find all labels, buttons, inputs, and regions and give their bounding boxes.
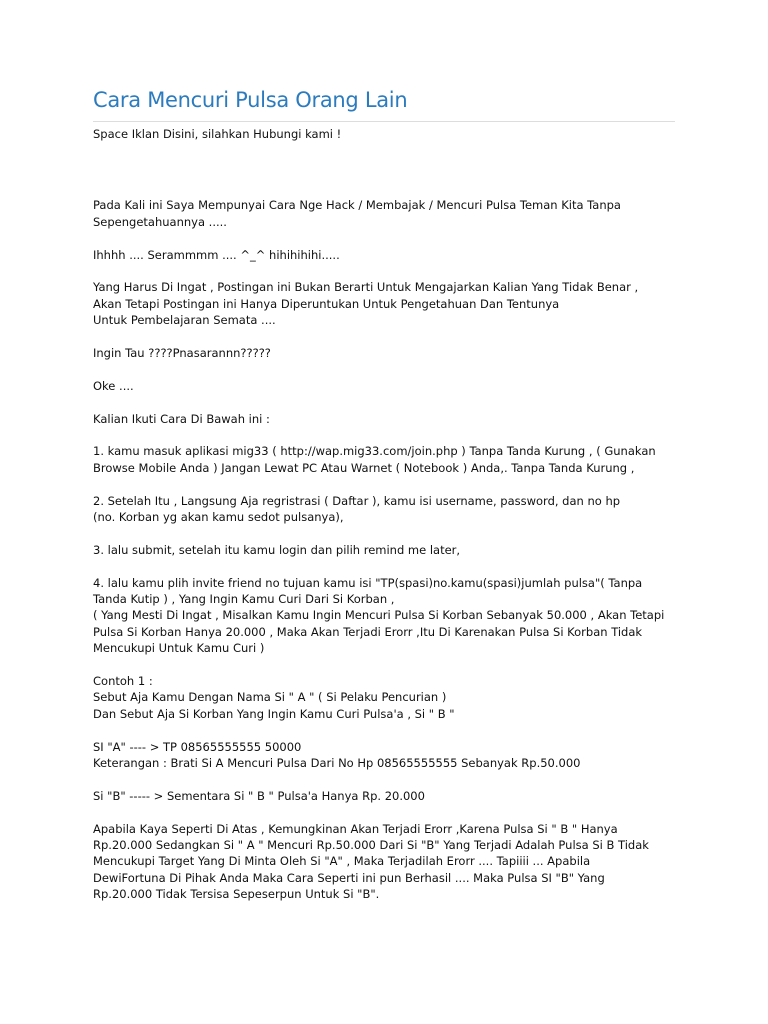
- paragraph-line: Browse Mobile Anda ) Jangan Lewat PC Atau Warnet ( Notebook ) Anda,. Tanpa Tanda Kurung ,: [93, 460, 635, 475]
- paragraph-line: Ihhhh .... Serammmm .... ^_^ hihihihihi.....: [93, 247, 340, 262]
- paragraph-line: 4. lalu kamu plih invite friend no tujuan kamu isi "TP(spasi)no.kamu(spasi)jumlah pulsa"( Tanpa: [93, 575, 643, 590]
- paragraph-line: Kalian Ikuti Cara Di Bawah ini :: [93, 411, 270, 426]
- paragraph-line: Rp.20.000 Sedangkan Si " A " Mencuri Rp.50.000 Dari Si "B" Yang Terjadi Adalah Pulsa Si B Tidak: [93, 838, 649, 853]
- paragraph-line: Oke ....: [93, 378, 134, 393]
- article-paragraph: [93, 739, 683, 772]
- paragraph-line: Ingin Tau ????Pnasarannn?????: [93, 346, 271, 361]
- paragraph-line: Pulsa Si Korban Hanya 20.000 , Maka Akan Terjadi Erorr ,Itu Di Karenakan Pulsa Si Korban Tidak: [93, 624, 643, 639]
- article-paragraph: [93, 493, 683, 526]
- paragraph-line: Untuk Pembelajaran Semata ....: [93, 313, 276, 328]
- paragraph-line: Keterangan : Brati Si A Mencuri Pulsa Dari No Hp 08565555555 Sebanyak Rp.50.000: [93, 756, 581, 771]
- paragraph-line: Contoh 1 :: [93, 674, 153, 689]
- paragraph-line: Rp.20.000 Tidak Tersisa Sepeserpun Untuk Si "B".: [93, 887, 380, 902]
- paragraph-line: DewiFortuna Di Pihak Anda Maka Cara Seperti ini pun Berhasil .... Maka Pulsa SI "B" Yang: [93, 870, 605, 885]
- paragraph-line: Dan Sebut Aja Si Korban Yang Ingin Kamu Curi Pulsa'a , Si " B ": [93, 706, 455, 721]
- paragraph-line: Sebut Aja Kamu Dengan Nama Si " A " ( Si Pelaku Pencurian ): [93, 690, 447, 705]
- paragraph-line: SI "A" ---- > TP 08565555555 50000: [93, 739, 302, 754]
- page-title: Cara Mencuri Pulsa Orang Lain: [93, 88, 408, 112]
- paragraph-line: Mencukupi Target Yang Di Minta Oleh Si "A" , Maka Terjadilah Erorr .... Tapiiii ... Apabila: [93, 854, 591, 869]
- article-body: [93, 197, 683, 902]
- paragraph-line: Tanda Kutip ) , Yang Ingin Kamu Curi Dari Si Korban ,: [93, 592, 395, 607]
- paragraph-line: Apabila Kaya Seperti Di Atas , Kemungkinan Akan Terjadi Erorr ,Karena Pulsa Si " B " Hanya: [93, 821, 618, 836]
- article-paragraph: [93, 411, 683, 427]
- paragraph-line: 2. Setelah Itu , Langsung Aja regristrasi ( Daftar ), kamu isi username, password, dan no hp: [93, 493, 621, 508]
- paragraph-line: ( Yang Mesti Di Ingat , Misalkan Kamu Ingin Mencuri Pulsa Si Korban Sebanyak 50.000 , Akan Tetapi: [93, 608, 665, 623]
- article-paragraph: [93, 788, 683, 804]
- article-paragraph: [93, 821, 683, 903]
- paragraph-line: Mencukupi Untuk Kamu Curi ): [93, 641, 265, 656]
- article-paragraph: [93, 279, 683, 328]
- paragraph-line: (no. Korban yg akan kamu sedot pulsanya),: [93, 510, 344, 525]
- title-divider: [93, 121, 675, 122]
- article-paragraph: [93, 443, 683, 476]
- article-paragraph: [93, 247, 683, 263]
- article-paragraph: [93, 542, 683, 558]
- article-paragraph: [93, 345, 683, 361]
- paragraph-line: 1. kamu masuk aplikasi mig33 ( http://wap.mig33.com/join.php ) Tanpa Tanda Kurung , ( Gunakan: [93, 444, 656, 459]
- article-paragraph: [93, 673, 683, 722]
- paragraph-line: Pada Kali ini Saya Mempunyai Cara Nge Hack / Membajak / Mencuri Pulsa Teman Kita Tanpa: [93, 198, 621, 213]
- ad-notice: Space Iklan Disini, silahkan Hubungi kami !: [93, 127, 342, 141]
- paragraph-line: 3. lalu submit, setelah itu kamu login dan pilih remind me later,: [93, 542, 461, 557]
- paragraph-line: Sepengetahuannya .....: [93, 214, 227, 229]
- paragraph-line: Akan Tetapi Postingan ini Hanya Diperuntukan Untuk Pengetahuan Dan Tentunya: [93, 296, 560, 311]
- article-paragraph: [93, 378, 683, 394]
- paragraph-line: Si "B" ----- > Sementara Si " B " Pulsa'a Hanya Rp. 20.000: [93, 788, 425, 803]
- article-paragraph: [93, 575, 683, 657]
- article-paragraph: [93, 197, 683, 230]
- paragraph-line: Yang Harus Di Ingat , Postingan ini Bukan Berarti Untuk Mengajarkan Kalian Yang Tidak Benar ,: [93, 280, 639, 295]
